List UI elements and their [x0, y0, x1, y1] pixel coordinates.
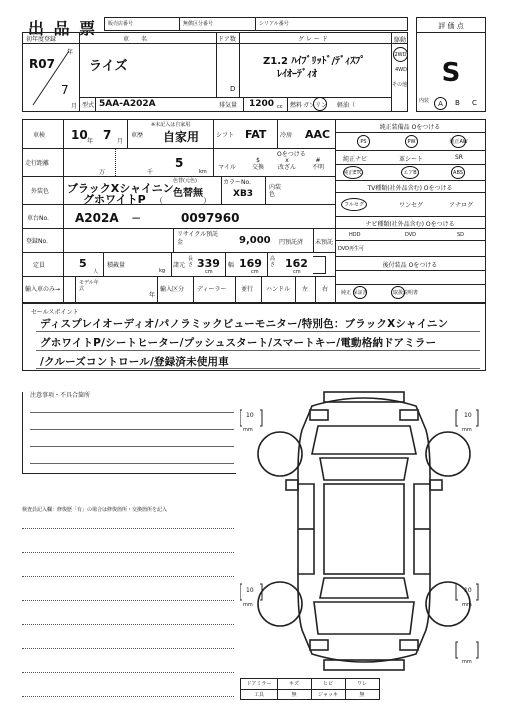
fuel-circle-mark: [313, 97, 327, 111]
footer-table: [240, 678, 380, 700]
label-chassis: 車台No.: [27, 215, 49, 222]
label-import-only: 輸入車のみ→: [25, 286, 61, 293]
tv-fullseg-circled: フルセグ: [341, 198, 367, 211]
label-fuel: 燃料: [290, 102, 303, 109]
displacement: 1200: [249, 99, 275, 109]
label-reg-no: 登録No.: [26, 238, 48, 245]
height-unit: cm: [293, 269, 301, 275]
exterior-line-2: グホワイトP: [83, 193, 146, 206]
import-year-unit: 年: [149, 292, 156, 299]
label-import-class: 輸入区分: [160, 286, 185, 293]
drive-2wd-circled: 2WD: [393, 47, 408, 62]
door-suffix: D: [230, 85, 236, 93]
chassis-dash: −: [131, 211, 142, 225]
interior-grade-row: [416, 96, 486, 112]
equip-sr: SR: [455, 154, 463, 161]
shaken-month: 7: [103, 128, 112, 142]
unit-sen: 千: [147, 169, 154, 176]
label-usage: 車歴: [131, 132, 144, 139]
label-grade-box: 評 価 点: [438, 22, 464, 30]
label-mileage: 走行距離: [25, 160, 50, 167]
shaken-month-unit: 月: [117, 138, 124, 145]
width-value: 169: [239, 257, 262, 270]
wheel-rear-left: [258, 582, 302, 626]
equip-aw-circled: 純正AW: [451, 135, 466, 148]
label-parallel: 並行: [241, 286, 254, 293]
interior-c: C: [472, 99, 477, 107]
label-mile: マイル: [218, 164, 236, 171]
cautions-box: [22, 392, 236, 474]
navi-sd: SD: [457, 232, 465, 238]
vehicle-detail-table: [22, 119, 486, 303]
equip-abs-circled: ABS: [451, 166, 465, 179]
drive-4wd: 4WD: [395, 67, 407, 73]
mirror-right: [430, 480, 442, 490]
form-title: 出 品 票: [28, 19, 98, 38]
model-name: ライズ: [89, 59, 128, 74]
grade-value: S: [441, 58, 461, 88]
manual-circle-mark: [391, 286, 405, 299]
width-unit: cm: [251, 269, 259, 275]
capacity-value: 5: [79, 257, 87, 270]
label-type: 型式: [82, 102, 95, 109]
label-sales-points: セールスポイント: [31, 309, 79, 316]
equip-leather: 革シート: [399, 156, 424, 163]
tv-analog: アナログ: [449, 202, 474, 209]
label-model-name: 車 名: [123, 36, 148, 43]
after-item-manual: 取扱説明書: [393, 290, 419, 296]
sales-line-1: ディスプレイオーディオ/パノラミックビューモニター/特別色：ブラックXシャイニン: [40, 318, 449, 330]
mark-dollar: $: [256, 157, 260, 164]
label-displacement: 排気量: [219, 102, 238, 109]
car-diagram: [240, 384, 488, 680]
wheel-front-right: [426, 432, 470, 476]
recycle-value: 9,000: [239, 235, 271, 246]
grade-line-2: ﾚｲｵｰﾃﾞｨｵ: [277, 69, 317, 80]
footer-col-break: ワレ: [356, 681, 367, 687]
length-unit: cm: [205, 269, 213, 275]
car-trunk: [314, 602, 414, 634]
tv-header: TV種類(社外品含む) Oをつける: [367, 185, 453, 192]
after-header: 後付装品 Oをつける: [382, 262, 438, 269]
navi-dvd: DVD: [405, 232, 417, 238]
equip-ps-circled: PS: [357, 135, 370, 148]
label-grade: グ レ ー ド: [298, 36, 328, 43]
label-handle: ハンドル: [266, 286, 291, 293]
paren-open: （: [155, 196, 163, 205]
label-first-registration: 初年度登録: [26, 36, 57, 43]
month-suffix: 月: [71, 103, 78, 110]
month-value: 7: [61, 83, 69, 97]
drive-other: その他: [392, 82, 408, 88]
label-model-year: モデル年式: [79, 280, 99, 292]
tread-front-right-unit: mm: [462, 427, 472, 433]
label-recycle: リサイクル預託金: [177, 231, 219, 246]
grade-line-1: Z1.2 ﾊｲﾌﾞﾘｯﾄﾞ/ﾃﾞｨｽﾌﾟ: [263, 56, 366, 67]
tread-rear-left-value: 10: [246, 587, 254, 594]
footer-row-tool: 工具: [253, 692, 264, 698]
label-dealer-no: 販売店番号: [108, 21, 134, 27]
fuel-gasoline: ガソリン: [303, 102, 328, 109]
after-item-warranty: 純正 保証書: [341, 290, 368, 296]
car-roof: [324, 484, 404, 574]
sales-line-3: /クルーズコントロール/登録済未使用車: [40, 356, 229, 368]
era-year: R07: [29, 57, 55, 71]
header-id-boxes: [104, 17, 408, 31]
label-interior-color: 内装色: [269, 184, 282, 198]
opt-exchange: 交換: [251, 164, 264, 171]
length-value: 339: [197, 257, 220, 270]
car-windshield: [320, 458, 408, 480]
equip-etc-circled: 純正ETC: [343, 166, 363, 179]
color-no: XB3: [233, 189, 254, 199]
taillight-left: [310, 640, 328, 650]
sales-line-2: グホワイトP/シートヒーター/プッシュスタート/スマートキー/電動格納ドアミラー: [40, 337, 437, 349]
tread-spare-unit: mm: [462, 659, 472, 665]
shaken-year: 10: [71, 128, 88, 142]
load-unit: kg: [159, 268, 166, 274]
recycle-unpaid: 未預託: [315, 239, 334, 246]
exterior-line-1: ブラックXシャイニン: [67, 182, 174, 195]
label-exterior: 外装色: [31, 188, 50, 195]
note-mandatory: ※未記入は自家用: [151, 122, 191, 128]
interior-b: B: [455, 99, 460, 107]
footer-col-door-mirror: ドアミラー: [246, 681, 272, 687]
opt-reset: 改ざん: [277, 164, 296, 171]
usage-value: 自家用: [163, 130, 200, 144]
tread-front-left-value: 10: [246, 412, 254, 419]
label-load: 積載量: [107, 262, 126, 269]
tread-front-right-value: 10: [464, 412, 472, 419]
ac-value: AAC: [305, 128, 331, 141]
car-hood: [312, 426, 416, 454]
wheel-front-left: [258, 432, 302, 476]
color-change-value: 色替無: [173, 188, 203, 199]
warranty-circle-mark: [353, 286, 367, 299]
dvd-play: DVD再生可: [338, 246, 365, 252]
genuine-header: 純正装備品 Oをつける: [379, 124, 441, 131]
mirror-left: [286, 480, 298, 490]
chassis-number: 0097960: [181, 211, 240, 225]
label-dims: 諸元: [173, 262, 186, 269]
opt-unknown: 不明: [311, 164, 324, 171]
footer-col-scratch: キズ: [289, 681, 299, 687]
footer-row-jack-value: 無: [359, 692, 365, 698]
headlight-right: [400, 410, 418, 420]
headlight-left: [310, 410, 328, 420]
handle-left: 左: [302, 286, 309, 293]
equip-navi: 純正ナビ: [343, 156, 368, 163]
mileage-circle-label: Oをつける: [277, 151, 306, 158]
unit-km: km: [199, 169, 207, 175]
label-shaken: 車検: [33, 132, 46, 139]
import-class-value: ディーラー: [197, 286, 227, 293]
tread-rear-right-value: 10: [464, 587, 472, 594]
label-serial-no: シリアル番号: [259, 21, 289, 27]
year-suffix: 年: [67, 49, 74, 56]
label-light-oil: 軽油（: [337, 102, 356, 109]
label-door-count: ドア数: [218, 36, 236, 43]
label-cautions: 注意事項・不具合箇所: [30, 392, 91, 399]
label-capacity: 定員: [33, 262, 46, 269]
tv-oneseg: ワンセグ: [399, 202, 424, 209]
footer-row-jack: ジャッキ: [318, 692, 338, 698]
dim-bracket: [313, 256, 326, 274]
capacity-unit: 人: [93, 269, 99, 275]
paren-close: ）: [203, 196, 211, 205]
handle-right: 右: [322, 286, 329, 293]
label-ac: 冷房: [280, 132, 293, 139]
shaken-year-unit: 年: [87, 138, 94, 145]
navi-hdd: HDD: [349, 232, 361, 238]
footer-col-crack: ヒビ: [322, 681, 333, 687]
tread-front-left-unit: mm: [243, 427, 253, 433]
label-color-no: カラーNo.: [223, 179, 251, 186]
tread-rear-left-unit: mm: [243, 602, 253, 608]
equip-airbag-circled: エアB: [401, 166, 419, 179]
navi-header: ナビ種類(社外品含む) Oをつける: [365, 221, 455, 228]
mark-hash: #: [315, 157, 321, 164]
mileage-value: 5: [175, 156, 184, 170]
taillight-right: [400, 640, 418, 650]
shift-value: FAT: [245, 128, 267, 141]
label-drive: 駆動: [394, 37, 407, 44]
label-width: 幅: [228, 262, 235, 269]
height-value: 162: [285, 257, 308, 270]
tread-rear-right-unit: mm: [462, 602, 472, 608]
interior-a-circled: A: [434, 97, 447, 110]
car-rear-window: [320, 578, 408, 598]
mark-x: x: [285, 157, 289, 164]
label-interior: 内装: [419, 98, 430, 104]
type-code: 5AA-A202A: [99, 99, 156, 109]
recycle-paid: 円預託済: [279, 239, 304, 246]
label-color-change: 色替(元色): [173, 178, 197, 184]
chassis-model-prefix: A202A: [75, 211, 119, 225]
label-inspector: 検査員記入欄：修復歴「有」の場合は修復箇所・交換箇所を記入: [22, 507, 168, 513]
equip-pw-circled: PW: [405, 135, 418, 148]
car-body-outline: [298, 398, 430, 662]
displacement-unit: cc: [277, 104, 283, 110]
label-height: 高さ: [270, 256, 276, 268]
label-class-no: 無償区分番号: [183, 21, 214, 27]
label-length: 長さ: [188, 256, 194, 268]
label-shift: シフト: [216, 132, 235, 139]
footer-row-tool-value: 無: [291, 692, 297, 698]
unit-man: 万: [99, 169, 106, 176]
vehicle-basic-table: [22, 32, 408, 112]
